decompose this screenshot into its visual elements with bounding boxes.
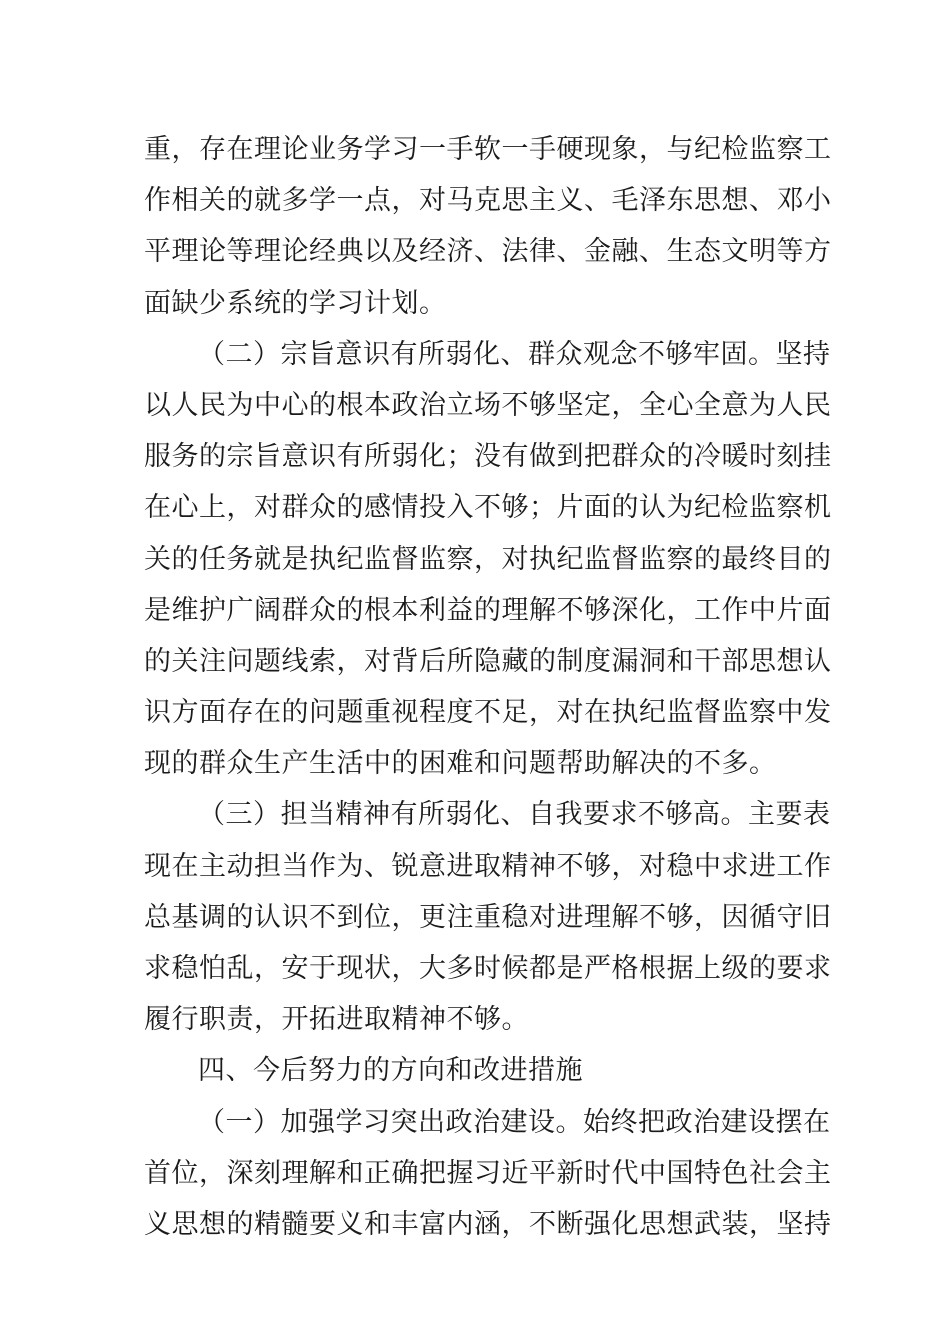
- text-line: 在心上，对群众的感情投入不够；片面的认为纪检监察机: [144, 492, 832, 524]
- section-heading-line: （一）加强学习突出政治建设。始终把政治建设摆在: [198, 1106, 831, 1138]
- text-line: 义思想的精髓要义和丰富内涵，不断强化思想武装，坚持: [144, 1208, 832, 1240]
- text-line: 的关注问题线索，对背后所隐藏的制度漏洞和干部思想认: [144, 645, 832, 677]
- text-line: 总基调的认识不到位，更注重稳对进理解不够，因循守旧: [144, 901, 832, 933]
- text-line: 重，存在理论业务学习一手软一手硬现象，与纪检监察工: [144, 134, 832, 165]
- section-heading-line: （二）宗旨意识有所弱化、群众观念不够牢固。坚持: [198, 338, 831, 370]
- text-line: 首位，深刻理解和正确把握习近平新时代中国特色社会主: [144, 1157, 832, 1189]
- text-line: 服务的宗旨意识有所弱化；没有做到把群众的冷暖时刻挂: [144, 441, 832, 473]
- text-line: 以人民为中心的根本政治立场不够坚定，全心全意为人民: [144, 389, 832, 421]
- text-line: 履行职责，开拓进取精神不够。: [144, 1004, 529, 1036]
- section-heading-line: （三）担当精神有所弱化、自我要求不够高。主要表: [198, 799, 831, 831]
- text-line: 现的群众生产生活中的困难和问题帮助解决的不多。: [144, 748, 777, 780]
- document-body: [144, 124, 832, 1250]
- text-line: 是维护广阔群众的根本利益的理解不够深化，工作中片面: [144, 594, 832, 626]
- text-line: 现在主动担当作为、锐意进取精神不够，对稳中求进工作: [144, 850, 832, 882]
- text-line: 作相关的就多学一点，对马克思主义、毛泽东思想、邓小: [144, 185, 832, 217]
- text-line: 平理论等理论经典以及经济、法律、金融、生态文明等方: [144, 236, 832, 268]
- text-line: 识方面存在的问题重视程度不足，对在执纪监督监察中发: [144, 697, 832, 729]
- text-line: 关的任务就是执纪监督监察，对执纪监督监察的最终目的: [144, 543, 832, 575]
- chapter-heading-line: 四、今后努力的方向和改进措施: [198, 1055, 583, 1087]
- text-line: 求稳怕乱，安于现状，大多时候都是严格根据上级的要求: [144, 953, 832, 984]
- text-line: 面缺少系统的学习计划。: [144, 287, 447, 319]
